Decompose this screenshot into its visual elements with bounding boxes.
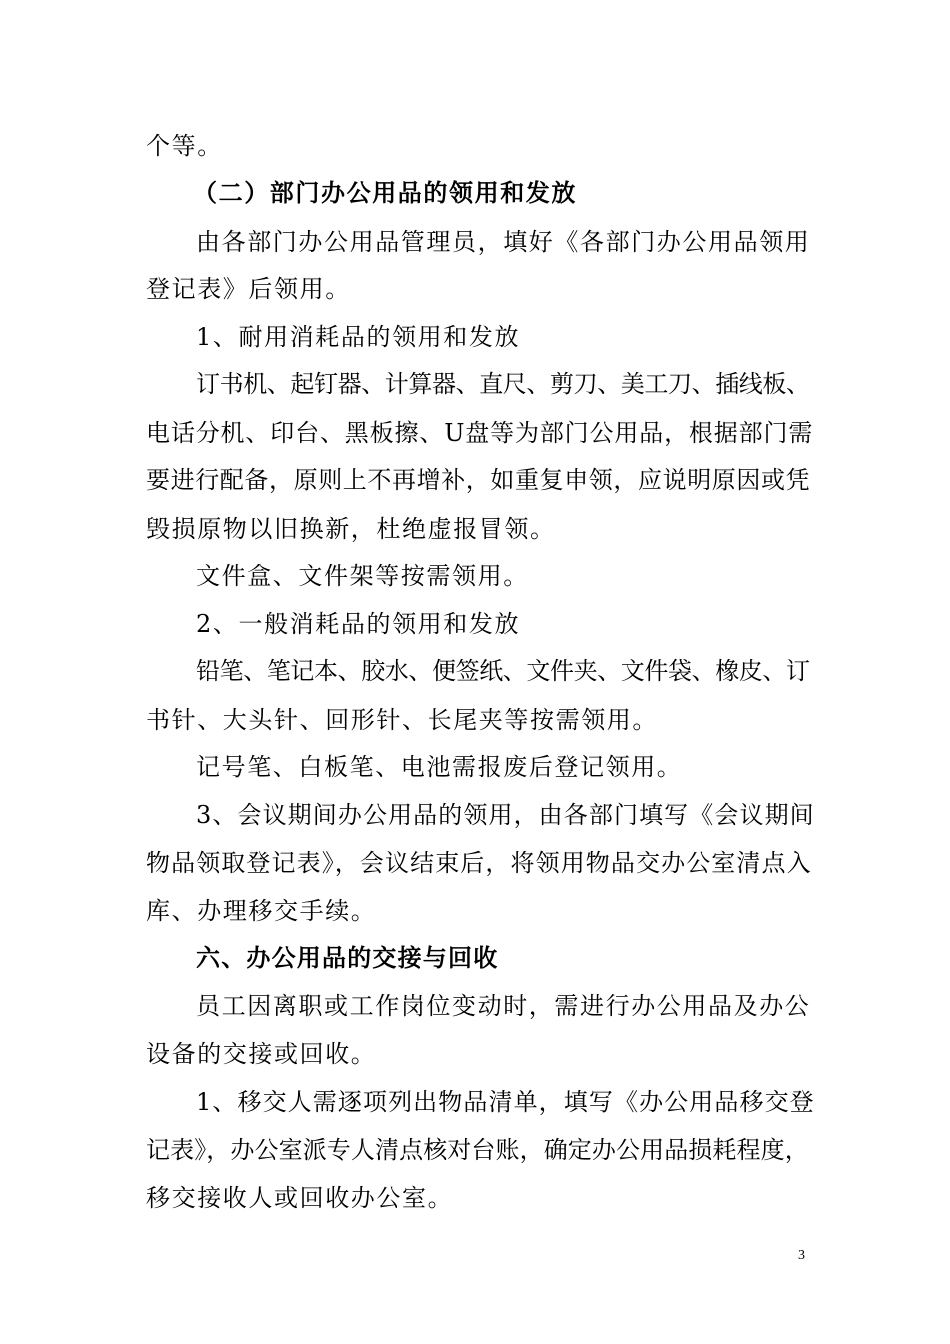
text-line: 由各部门办公用品管理员，填好《各部门办公用品领用 xyxy=(196,228,811,256)
text-line: 要进行配备，原则上不再增补，如重复申领，应说明原因或凭 xyxy=(146,466,811,494)
page-number: 3 xyxy=(798,1248,805,1263)
text-line: 铅笔、笔记本、胶水、便签纸、文件夹、文件袋、橡皮、订 xyxy=(196,657,810,685)
subsection-heading: 1、耐用消耗品的领用和发放 xyxy=(196,323,521,351)
chapter-heading: 六、办公用品的交接与回收 xyxy=(196,944,499,972)
text-line: 毁损原物以旧换新，杜绝虚报冒领。 xyxy=(146,515,556,543)
text-line: 订书机、起钉器、计算器、直尺、剪刀、美工刀、插线板、 xyxy=(196,370,810,398)
text-line: 文件盒、文件架等按需领用。 xyxy=(196,562,529,590)
section-heading: （二）部门办公用品的领用和发放 xyxy=(193,178,577,207)
text-line: 登记表》后领用。 xyxy=(146,275,351,303)
text-line: 设备的交接或回收。 xyxy=(146,1040,377,1068)
text-line: 记号笔、白板笔、电池需报废后登记领用。 xyxy=(196,753,683,781)
text-line: 电话分机、印台、黑板擦、U盘等为部门公用品，根据部门需 xyxy=(146,419,814,447)
text-line: 库、办理移交手续。 xyxy=(146,897,377,925)
text-line: 个等。 xyxy=(146,132,223,160)
text-line: 物品领取登记表》，会议结束后，将领用物品交办公室清点入 xyxy=(146,849,812,877)
text-line: 3、会议期间办公用品的领用，由各部门填写《会议期间 xyxy=(196,801,815,829)
text-line: 记表》，办公室派专人清点核对台账，确定办公用品损耗程度， xyxy=(146,1136,809,1164)
text-line: 1、移交人需逐项列出物品清单，填写《办公用品移交登 xyxy=(196,1088,815,1116)
text-line: 移交接收人或回收办公室。 xyxy=(146,1184,454,1212)
text-line: 员工因离职或工作岗位变动时，需进行办公用品及办公 xyxy=(196,992,811,1020)
text-line: 书针、大头针、回形针、长尾夹等按需领用。 xyxy=(146,706,658,734)
subsection-heading: 2、一般消耗品的领用和发放 xyxy=(196,610,521,638)
